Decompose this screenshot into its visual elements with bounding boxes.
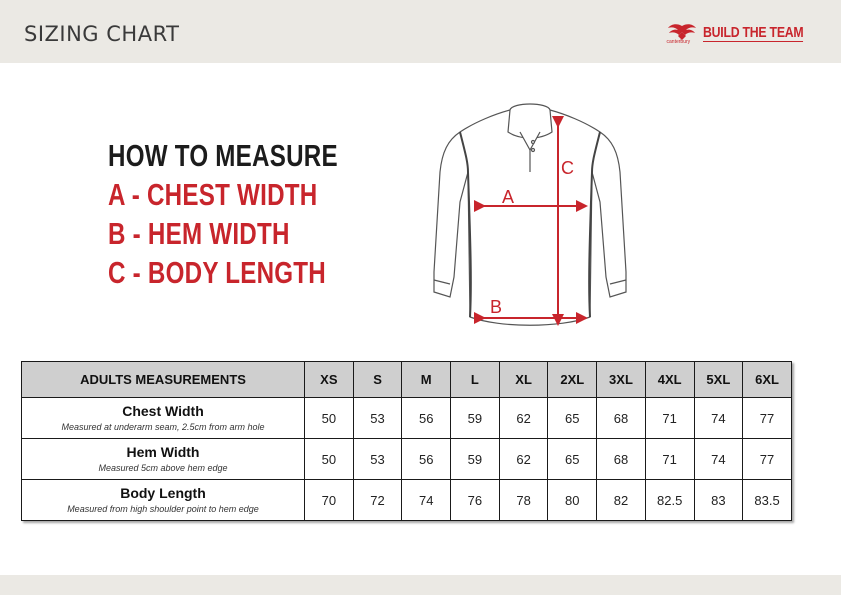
row-name: Body Length: [120, 484, 206, 501]
measure-item-a: A - CHEST WIDTH: [108, 177, 318, 212]
size-header: S: [353, 362, 402, 398]
row-label: [22, 439, 305, 480]
size-header: 3XL: [597, 362, 646, 398]
size-header: 6XL: [743, 362, 792, 398]
footer-bar: [0, 575, 841, 595]
label-a: A: [502, 187, 515, 207]
table-cell: 74: [694, 439, 743, 480]
size-header: M: [402, 362, 451, 398]
table-cell: 76: [451, 480, 500, 521]
how-to-heading: HOW TO MEASURE: [108, 138, 338, 173]
row-label: [22, 480, 305, 521]
row-name: Hem Width: [126, 443, 200, 460]
row-name: Chest Width: [122, 402, 204, 419]
table-cell: 62: [499, 398, 548, 439]
table-row: [22, 480, 792, 521]
table-cell: 53: [353, 439, 402, 480]
table-cell: 65: [548, 398, 597, 439]
table-cell: 50: [305, 398, 354, 439]
table-cell: 65: [548, 439, 597, 480]
table-cell: 82.5: [645, 480, 694, 521]
table-header-label: ADULTS MEASUREMENTS: [22, 362, 305, 398]
measure-item-c: C - BODY LENGTH: [108, 255, 327, 290]
table-cell: 68: [597, 439, 646, 480]
table-cell: 59: [451, 439, 500, 480]
table-cell: 53: [353, 398, 402, 439]
table-cell: 56: [402, 398, 451, 439]
table-cell: 50: [305, 439, 354, 480]
measure-item-b: B - HEM WIDTH: [108, 216, 290, 251]
page-title: SIZING CHART: [24, 22, 180, 46]
table-cell: 74: [694, 398, 743, 439]
header-bar: [0, 0, 841, 63]
size-header: 4XL: [645, 362, 694, 398]
table-header-row: [22, 362, 792, 398]
shirt-outline: [434, 104, 626, 325]
table-cell: 62: [499, 439, 548, 480]
brand-subtext: canterbury: [666, 39, 691, 45]
table-row: [22, 398, 792, 439]
row-note: Measured at underarm seam, 2.5cm from arm hole: [61, 421, 265, 432]
label-c: C: [561, 158, 574, 178]
brand-text: BUILD THE TEAM: [702, 23, 803, 41]
table-cell: 77: [743, 398, 792, 439]
table-cell: 59: [451, 398, 500, 439]
table-cell: 77: [743, 439, 792, 480]
label-b: B: [490, 297, 503, 317]
table-cell: 71: [645, 398, 694, 439]
table-cell: 83.5: [743, 480, 792, 521]
table-cell: 68: [597, 398, 646, 439]
sizing-table: [21, 361, 792, 521]
row-note: Measured 5cm above hem edge: [98, 462, 228, 473]
table-cell: 78: [499, 480, 548, 521]
table-cell: 82: [597, 480, 646, 521]
table-cell: 72: [353, 480, 402, 521]
size-header: XL: [499, 362, 548, 398]
table-cell: 71: [645, 439, 694, 480]
size-header: 5XL: [694, 362, 743, 398]
size-header: L: [451, 362, 500, 398]
table-cell: 74: [402, 480, 451, 521]
size-header: XS: [305, 362, 354, 398]
size-header: 2XL: [548, 362, 597, 398]
table-row: [22, 439, 792, 480]
brand: [665, 22, 825, 44]
how-to-measure: [108, 136, 403, 292]
table-cell: 80: [548, 480, 597, 521]
row-note: Measured from high shoulder point to hem edge: [67, 503, 259, 514]
shirt-diagram: [420, 92, 640, 337]
row-label: [22, 398, 305, 439]
table-cell: 70: [305, 480, 354, 521]
table-cell: 83: [694, 480, 743, 521]
table-cell: 56: [402, 439, 451, 480]
